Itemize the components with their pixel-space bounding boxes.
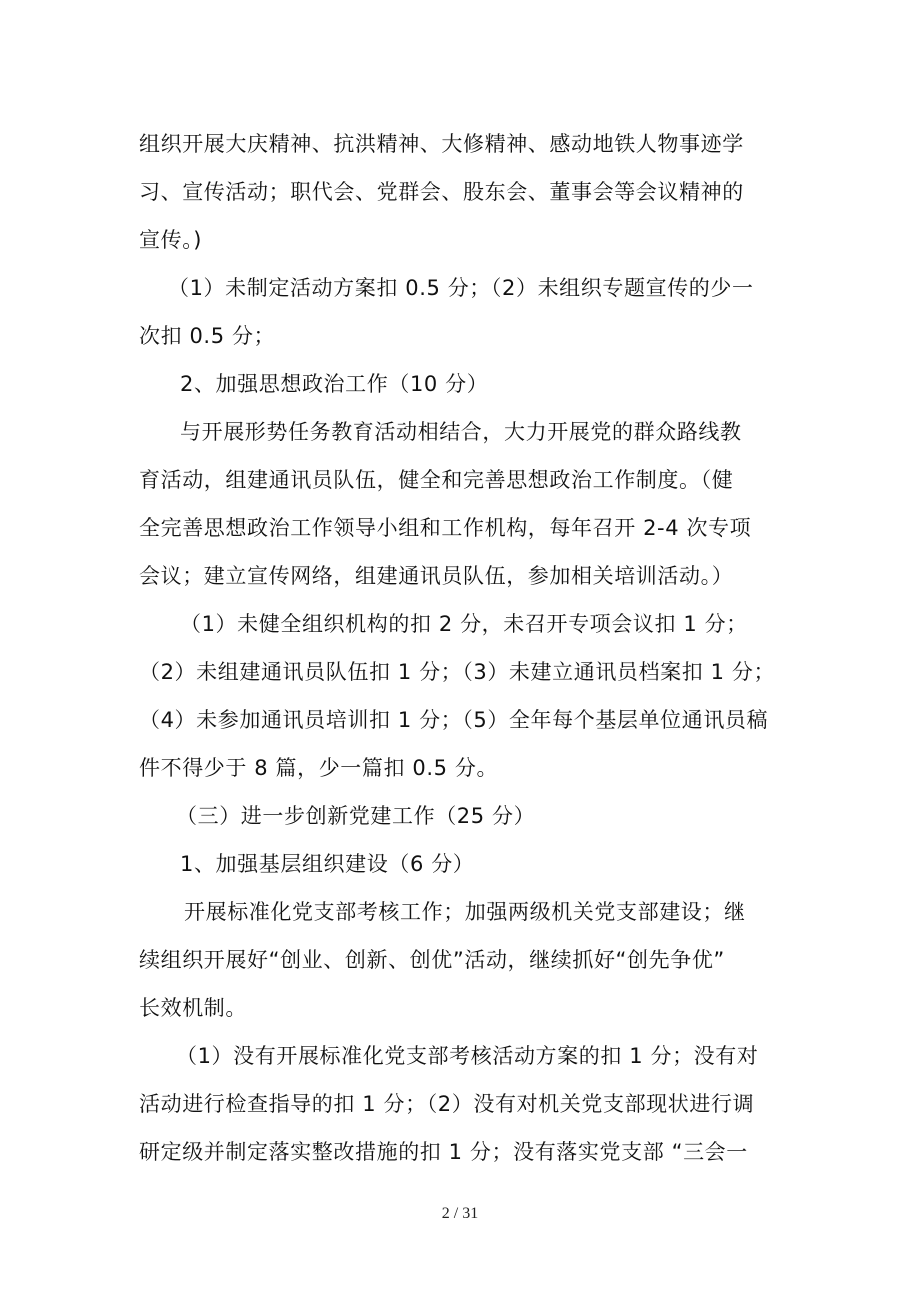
text-line: 研定级并制定落实整改措施的扣 1 分；没有落实党支部 “三会一 xyxy=(139,1140,748,1164)
section-heading: 2、加强思想政治工作（10 分） xyxy=(180,372,489,396)
text-line: 全完善思想政治工作领导小组和工作机构，每年召开 2-4 次专项 xyxy=(139,516,752,540)
text-line: 次扣 0.5 分； xyxy=(139,324,276,348)
section-heading: （三）进一步创新党建工作（25 分） xyxy=(176,804,536,828)
text-line: 开展标准化党支部考核工作；加强两级机关党支部建设；继 xyxy=(184,900,746,924)
section-heading: 1、加强基层组织建设（6 分） xyxy=(180,852,475,876)
text-line: 续组织开展好“创业、创新、创优”活动，继续抓好“创先争优” xyxy=(139,948,725,972)
text-line: （1）未健全组织机构的扣 2 分，未召开专项会议扣 1 分； xyxy=(180,612,748,636)
text-line: 宣传。) xyxy=(139,228,203,252)
text-line: 育活动，组建通讯员队伍，健全和完善思想政治工作制度。（健 xyxy=(139,468,734,492)
text-line: 件不得少于 8 篇，少一篇扣 0.5 分。 xyxy=(139,756,499,780)
text-line: 活动进行检查指导的扣 1 分；（2）没有对机关党支部现状进行调 xyxy=(139,1092,755,1116)
text-line: 习、宣传活动；职代会、党群会、股东会、董事会等会议精神的 xyxy=(139,180,744,204)
text-line: （1）没有开展标准化党支部考核活动方案的扣 1 分；没有对 xyxy=(176,1044,759,1068)
text-line: 会议；建立宣传网络，组建通讯员队伍，参加相关培训活动。） xyxy=(139,564,734,588)
text-line: 长效机制。 xyxy=(139,996,247,1020)
text-line: （4）未参加通讯员培训扣 1 分；（5）全年每个基层单位通讯员稿 xyxy=(139,708,769,732)
page-number: 2 / 31 xyxy=(441,1205,479,1222)
text-line: 组织开展大庆精神、抗洪精神、大修精神、感动地铁人物事迹学 xyxy=(139,132,744,156)
text-line: （2）未组建通讯员队伍扣 1 分；（3）未建立通讯员档案扣 1 分； xyxy=(139,660,776,684)
text-line: 与开展形势任务教育活动相结合，大力开展党的群众路线教 xyxy=(180,420,742,444)
text-line: （1）未制定活动方案扣 0.5 分；（2）未组织专题宣传的少一 xyxy=(168,276,754,300)
